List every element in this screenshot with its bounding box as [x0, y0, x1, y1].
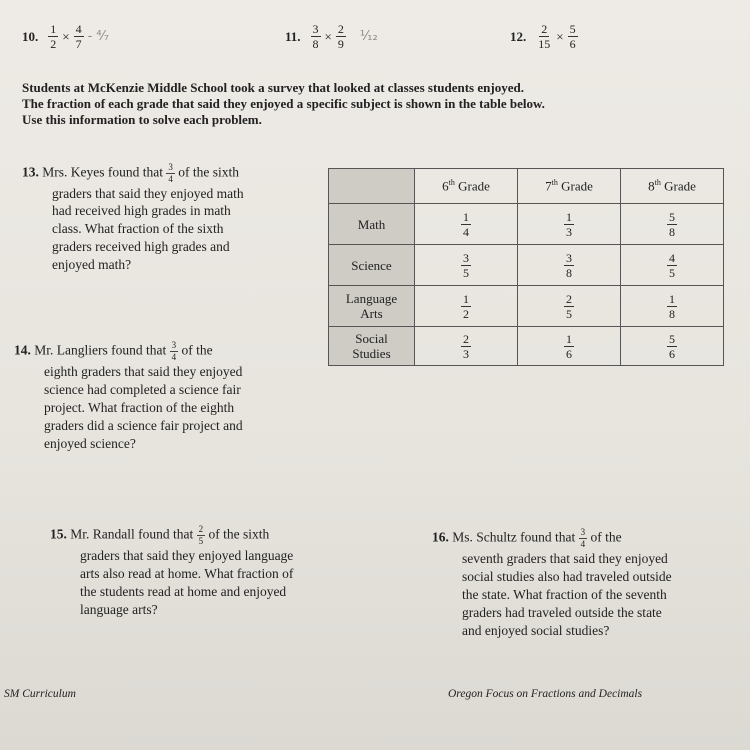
problem-11: [285, 22, 378, 51]
problem-10: [22, 22, 109, 51]
fraction: $\frac{4}{7}$: [75, 22, 82, 51]
problem-text: of the sixth: [178, 164, 239, 180]
header-8th-grade: 8th Grade: [621, 169, 724, 204]
problem-text: Mr. Langliers found that: [34, 342, 167, 358]
times-sign: ×: [324, 28, 332, 44]
table-header-row: [329, 169, 724, 204]
problem-text: Mrs. Keyes found that: [42, 164, 163, 180]
problem-text: of the: [590, 529, 622, 545]
problem-number: 10.: [22, 28, 39, 44]
table-cell: $\frac{1}{2}$: [415, 286, 518, 327]
pencil-answer: - ⁴⁄₇: [87, 29, 110, 44]
problem-text: Mr. Randall found that: [70, 526, 194, 542]
problem-12: [510, 22, 578, 51]
intro-line: The fraction of each grade that said they enjoyed a specific subject is shown in the table below.: [22, 96, 545, 111]
problem-text: language arts?: [80, 602, 158, 617]
row-label-language-arts: Language Arts: [329, 286, 415, 327]
problem-text: arts also read at home. What fraction of: [80, 566, 294, 581]
problem-text: the students read at home and enjoyed: [80, 584, 287, 599]
footer-left: SM Curriculum: [4, 688, 76, 700]
problem-text: eighth graders that said they enjoyed: [44, 364, 243, 379]
problem-text: and enjoyed social studies?: [462, 623, 610, 638]
problem-text: graders received high grades and: [52, 239, 230, 254]
intro-text: [22, 80, 727, 128]
problem-number: 11.: [285, 28, 301, 44]
problem-text: enjoyed science?: [44, 436, 136, 451]
problem-text: had received high grades in math: [52, 203, 231, 218]
table-cell: $\frac{5}{6}$: [621, 327, 724, 366]
table-row: [329, 245, 724, 286]
fraction: $\frac{3}{8}$: [312, 22, 319, 51]
row-label-science: Science: [329, 245, 415, 286]
problem-15: [50, 524, 380, 619]
table-cell: $\frac{3}{8}$: [518, 245, 621, 286]
intro-line: Students at McKenzie Middle School took a survey that looked at classes students enjoyed.: [22, 80, 524, 95]
problem-text: of the sixth: [208, 526, 270, 542]
problem-text: project. What fraction of the eighth: [44, 400, 235, 415]
table-cell: $\frac{1}{6}$: [518, 327, 621, 366]
problem-text: science had completed a science fair: [44, 382, 241, 397]
table-row: [329, 286, 724, 327]
problem-text: the state. What fraction of the seventh: [462, 587, 667, 602]
problem-number: 13.: [22, 164, 39, 180]
table-cell: $\frac{4}{5}$: [621, 245, 724, 286]
problem-text: graders that said they enjoyed math: [52, 186, 244, 201]
problem-text: graders had traveled outside the state: [462, 605, 662, 620]
fraction: $\frac{2}{5}$: [198, 524, 204, 546]
problem-text: enjoyed math?: [52, 257, 132, 272]
problem-number: 15.: [50, 526, 67, 542]
fraction: $\frac{3}{4}$: [171, 340, 177, 362]
table-row: [329, 204, 724, 245]
pencil-answer: ¹⁄₁₂: [359, 29, 378, 44]
problem-14: [14, 340, 314, 453]
problem-number: 16.: [432, 529, 449, 545]
problem-text: of the: [181, 342, 213, 358]
fraction: $\frac{1}{2}$: [50, 22, 57, 51]
problem-text: Ms. Schultz found that: [452, 529, 576, 545]
problem-number: 12.: [510, 28, 527, 44]
footer-right: Oregon Focus on Fractions and Decimals: [448, 688, 643, 700]
problem-16: [432, 527, 747, 640]
fraction: $\frac{3}{4}$: [168, 162, 173, 184]
row-label-math: Math: [329, 204, 415, 245]
header-6th-grade: 6th Grade: [415, 169, 518, 204]
table-cell: $\frac{1}{8}$: [621, 286, 724, 327]
fraction: $\frac{2}{15}$: [538, 22, 551, 51]
table-cell: $\frac{3}{5}$: [415, 245, 518, 286]
problem-text: graders that said they enjoyed language: [80, 548, 294, 563]
enjoyment-table: [328, 168, 724, 366]
problem-text: social studies also had traveled outside: [462, 569, 672, 584]
fraction: $\frac{2}{9}$: [337, 22, 344, 51]
table-cell: $\frac{1}{3}$: [518, 204, 621, 245]
table-cell: $\frac{2}{3}$: [415, 327, 518, 366]
intro-line: Use this information to solve each problem.: [22, 112, 262, 127]
problem-13: [22, 162, 312, 274]
table-cell: $\frac{1}{4}$: [415, 204, 518, 245]
table-cell: $\frac{5}{8}$: [621, 204, 724, 245]
times-sign: ×: [62, 28, 70, 44]
problem-number: 14.: [14, 342, 31, 358]
problem-text: class. What fraction of the sixth: [52, 221, 224, 236]
times-sign: ×: [556, 28, 564, 44]
header-7th-grade: 7th Grade: [518, 169, 621, 204]
table-cell: $\frac{2}{5}$: [518, 286, 621, 327]
fraction: $\frac{5}{6}$: [569, 22, 576, 51]
table-corner: [329, 169, 415, 204]
row-label-social-studies: Social Studies: [329, 327, 415, 366]
problem-text: graders did a science fair project and: [44, 418, 243, 433]
problem-text: seventh graders that said they enjoyed: [462, 551, 668, 566]
table-row: [329, 327, 724, 366]
fraction: $\frac{3}{4}$: [580, 527, 586, 549]
